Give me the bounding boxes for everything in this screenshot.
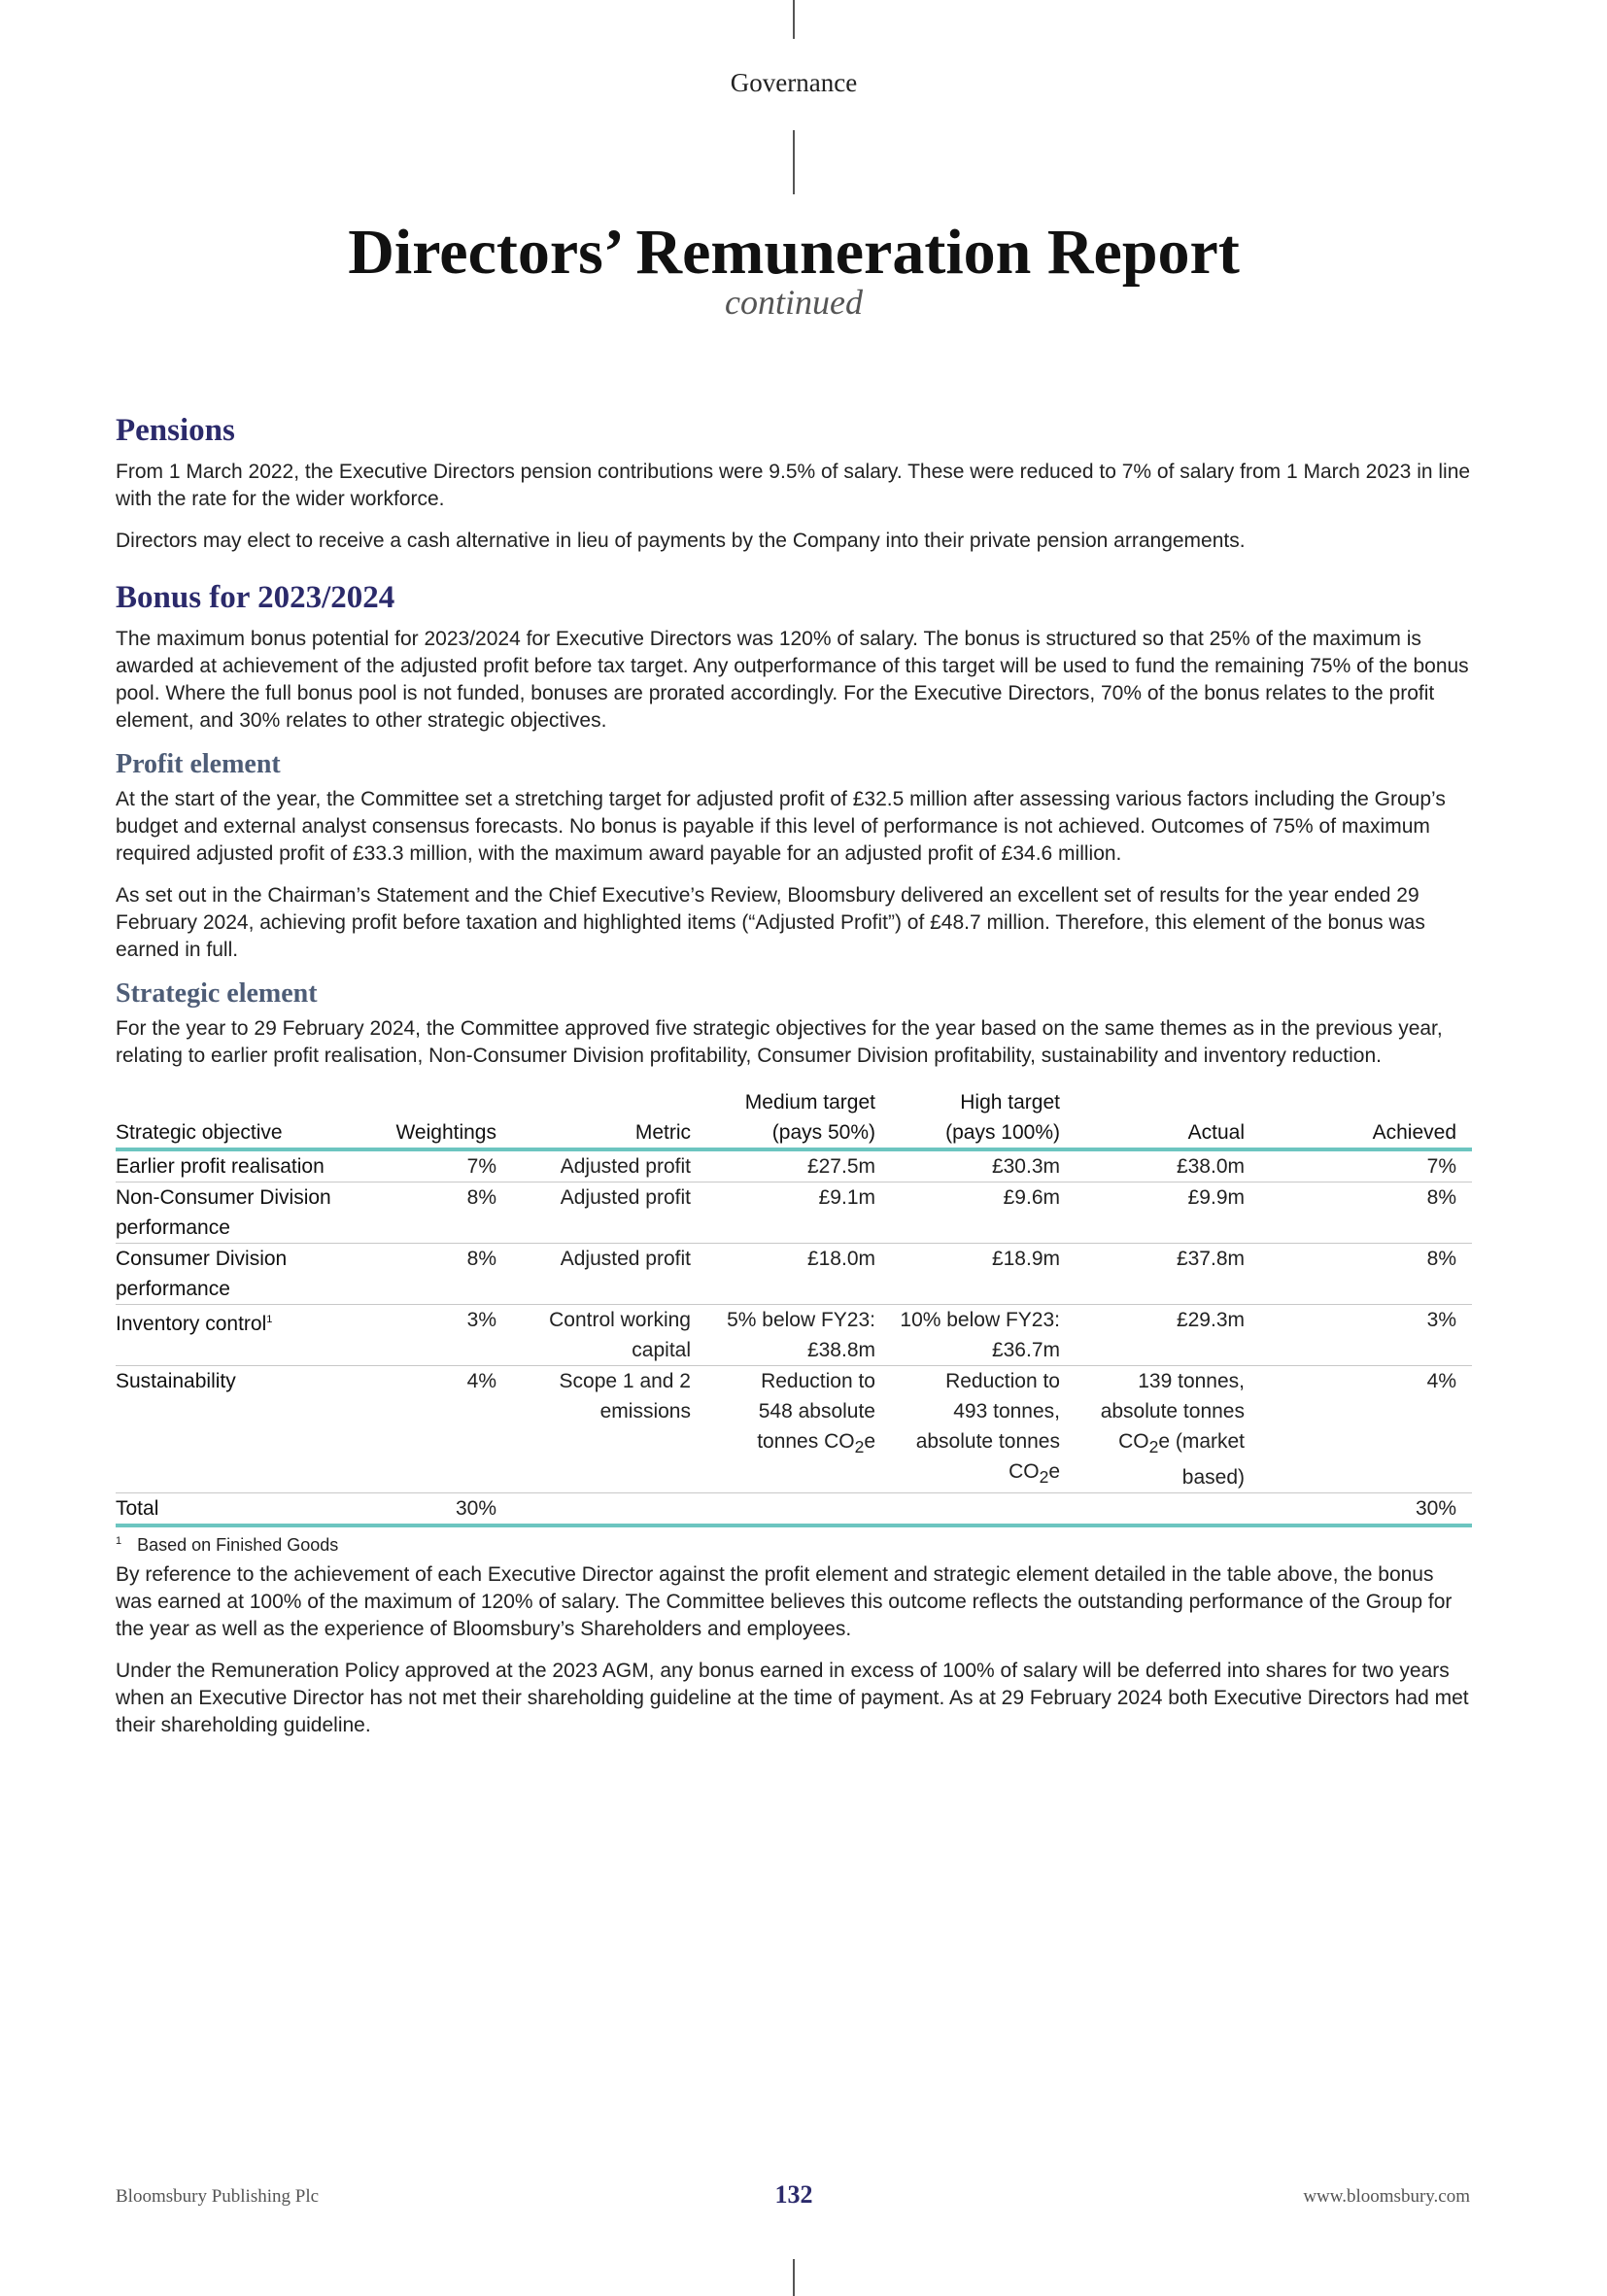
header-metric: Metric — [512, 1087, 706, 1149]
cell-actual: 139 tonnes, absolute tonnes $CO_2e$ (market based) — [1076, 1366, 1260, 1493]
page-number: 132 — [774, 2180, 813, 2209]
footer-website: www.bloomsbury.com — [1303, 2186, 1470, 2207]
main-content — [116, 413, 1472, 1754]
footnote-marker: 1 — [266, 1314, 273, 1325]
footer-company: Bloomsbury Publishing Plc — [116, 2186, 320, 2207]
cell-actual: £37.8m — [1076, 1244, 1260, 1305]
cell-achieved: 7% — [1260, 1149, 1472, 1182]
cell-high-target: £30.3m — [891, 1149, 1076, 1182]
pensions-paragraph-2: Directors may elect to receive a cash alternative in lieu of payments by the Company into their private pension arrangements. — [116, 530, 1246, 552]
cell-objective: Consumer Division performance — [116, 1244, 378, 1305]
profit-element-paragraph-2: As set out in the Chairman’s Statement and the Chief Executive’s Review, Bloomsbury delivered an excellent set of results for the year ended 29 February 2024, achieving profit before taxation and highlighted items (“Adjusted Profit”) of £48.7 million. Therefore, this element of the bonus was earned in full. — [116, 884, 1425, 961]
table-row — [116, 1182, 1472, 1244]
section-label: Governance — [730, 68, 858, 97]
cell-high-target: £9.6m — [891, 1182, 1076, 1244]
cell-weighting: 8% — [378, 1244, 512, 1305]
cell-weighting: 7% — [378, 1149, 512, 1182]
cell-medium-target: £18.0m — [706, 1244, 891, 1305]
table-row — [116, 1149, 1472, 1182]
profit-element-heading: Profit element — [116, 749, 281, 779]
cell-actual: £38.0m — [1076, 1149, 1260, 1182]
cell-high-target: 10% below FY23: £36.7m — [891, 1305, 1076, 1366]
cell-metric: Adjusted profit — [512, 1244, 706, 1305]
table-row — [116, 1366, 1472, 1493]
cell-objective: Non-Consumer Division performance — [116, 1182, 378, 1244]
cell-achieved: 3% — [1260, 1305, 1472, 1366]
cell-weighting: 8% — [378, 1182, 512, 1244]
header-high-target: High target (pays 100%) — [891, 1087, 1076, 1149]
cell-metric: Adjusted profit — [512, 1182, 706, 1244]
table-footnote: $^1$ Based on Finished Goods — [116, 1535, 339, 1556]
bonus-heading: Bonus for 2023/2024 — [116, 580, 395, 615]
cell-objective: Inventory control$^1$ — [116, 1305, 378, 1366]
cell-high-target: Reduction to 493 tonnes, absolute tonnes $CO_2e$ — [891, 1366, 1076, 1493]
header-divider-middle — [793, 130, 795, 194]
pensions-paragraph-1: From 1 March 2022, the Executive Directors pension contributions were 9.5% of salary. These were reduced to 7% of salary from 1 March 2023 in line with the rate for the wider workforce. — [116, 461, 1471, 510]
cell-achieved: 4% — [1260, 1366, 1472, 1493]
cell-medium-target: £9.1m — [706, 1182, 891, 1244]
cell-objective: Earlier profit realisation — [116, 1149, 378, 1182]
cell-total-label: Total — [116, 1493, 378, 1526]
cell-weighting: 4% — [378, 1366, 512, 1493]
cell-metric: Adjusted profit — [512, 1149, 706, 1182]
cell-total-weighting: 30% — [378, 1493, 512, 1526]
closing-paragraph-2: Under the Remuneration Policy approved at the 2023 AGM, any bonus earned in excess of 100% of salary will be deferred into shares for two years when an Executive Director has not met their shareholding guideline at the time of payment. As at 29 February 2024 both Executive Directors had met their shareholding guideline. — [116, 1660, 1469, 1737]
header-weightings: Weightings — [378, 1087, 512, 1149]
header-objective: Strategic objective — [116, 1087, 378, 1149]
header-divider-top — [793, 0, 795, 39]
page-title: Directors’ Remuneration Report — [348, 217, 1240, 288]
header-achieved: Achieved — [1260, 1087, 1472, 1149]
cell-achieved: 8% — [1260, 1182, 1472, 1244]
cell-metric: Control working capital — [512, 1305, 706, 1366]
closing-paragraph-1: By reference to the achievement of each Executive Director against the profit element and strategic element detailed in the table above, the bonus was earned at 100% of the maximum of 120% of salary. The Committee believes this outcome reflects the outstanding performance of the Group for the year as well as the experience of Bloomsbury’s Shareholders and employees. — [116, 1563, 1453, 1641]
bonus-paragraph-1: The maximum bonus potential for 2023/2024 for Executive Directors was 120% of salary. The bonus is structured so that 25% of the maximum is awarded at achievement of the adjusted profit before tax target. Any outperformance of this target will be used to fund the remaining 75% of the bonus pool. Where the full bonus pool is not funded, bonuses are prorated accordingly. For the Executive Directors, 70% of the bonus relates to the profit element, and 30% relates to other strategic objectives. — [116, 628, 1469, 732]
cell-medium-target: £27.5m — [706, 1149, 891, 1182]
cell-actual: £9.9m — [1076, 1182, 1260, 1244]
cell-high-target: £18.9m — [891, 1244, 1076, 1305]
table-row — [116, 1244, 1472, 1305]
cell-objective: Sustainability — [116, 1366, 378, 1493]
cell-total-achieved: 30% — [1260, 1493, 1472, 1526]
cell-medium-target: Reduction to 548 absolute tonnes $CO_2e$ — [706, 1366, 891, 1493]
cell-metric: Scope 1 and 2 emissions — [512, 1366, 706, 1493]
profit-element-paragraph-1: At the start of the year, the Committee set a stretching target for adjusted profit of £32.5 million after assessing various factors including the Group’s budget and external analyst consensus forecasts. No bonus is payable if this level of performance is not achieved. Outcomes of 75% of maximum required adjusted profit of £33.3 million, with the maximum award payable for an adjusted profit of £34.6 million. — [116, 788, 1446, 865]
table-header-row — [116, 1087, 1472, 1149]
pensions-heading: Pensions — [116, 413, 235, 448]
table-row — [116, 1305, 1472, 1366]
page-subtitle: continued — [725, 283, 863, 322]
table-total-row — [116, 1493, 1472, 1526]
cell-medium-target: 5% below FY23: £38.8m — [706, 1305, 891, 1366]
header-medium-target: Medium target (pays 50%) — [706, 1087, 891, 1149]
cell-actual: £29.3m — [1076, 1305, 1260, 1366]
strategic-element-paragraph-1: For the year to 29 February 2024, the Committee approved five strategic objectives for the year based on the same themes as in the previous year, relating to earlier profit realisation, Non-Consumer Division profitability, Consumer Division profitability, sustainability and inventory reduction. — [116, 1017, 1443, 1067]
strategic-objectives-table — [116, 1087, 1472, 1527]
header-actual: Actual — [1076, 1087, 1260, 1149]
footer-divider — [793, 2259, 795, 2296]
cell-achieved: 8% — [1260, 1244, 1472, 1305]
strategic-element-heading: Strategic element — [116, 978, 318, 1009]
cell-weighting: 3% — [378, 1305, 512, 1366]
